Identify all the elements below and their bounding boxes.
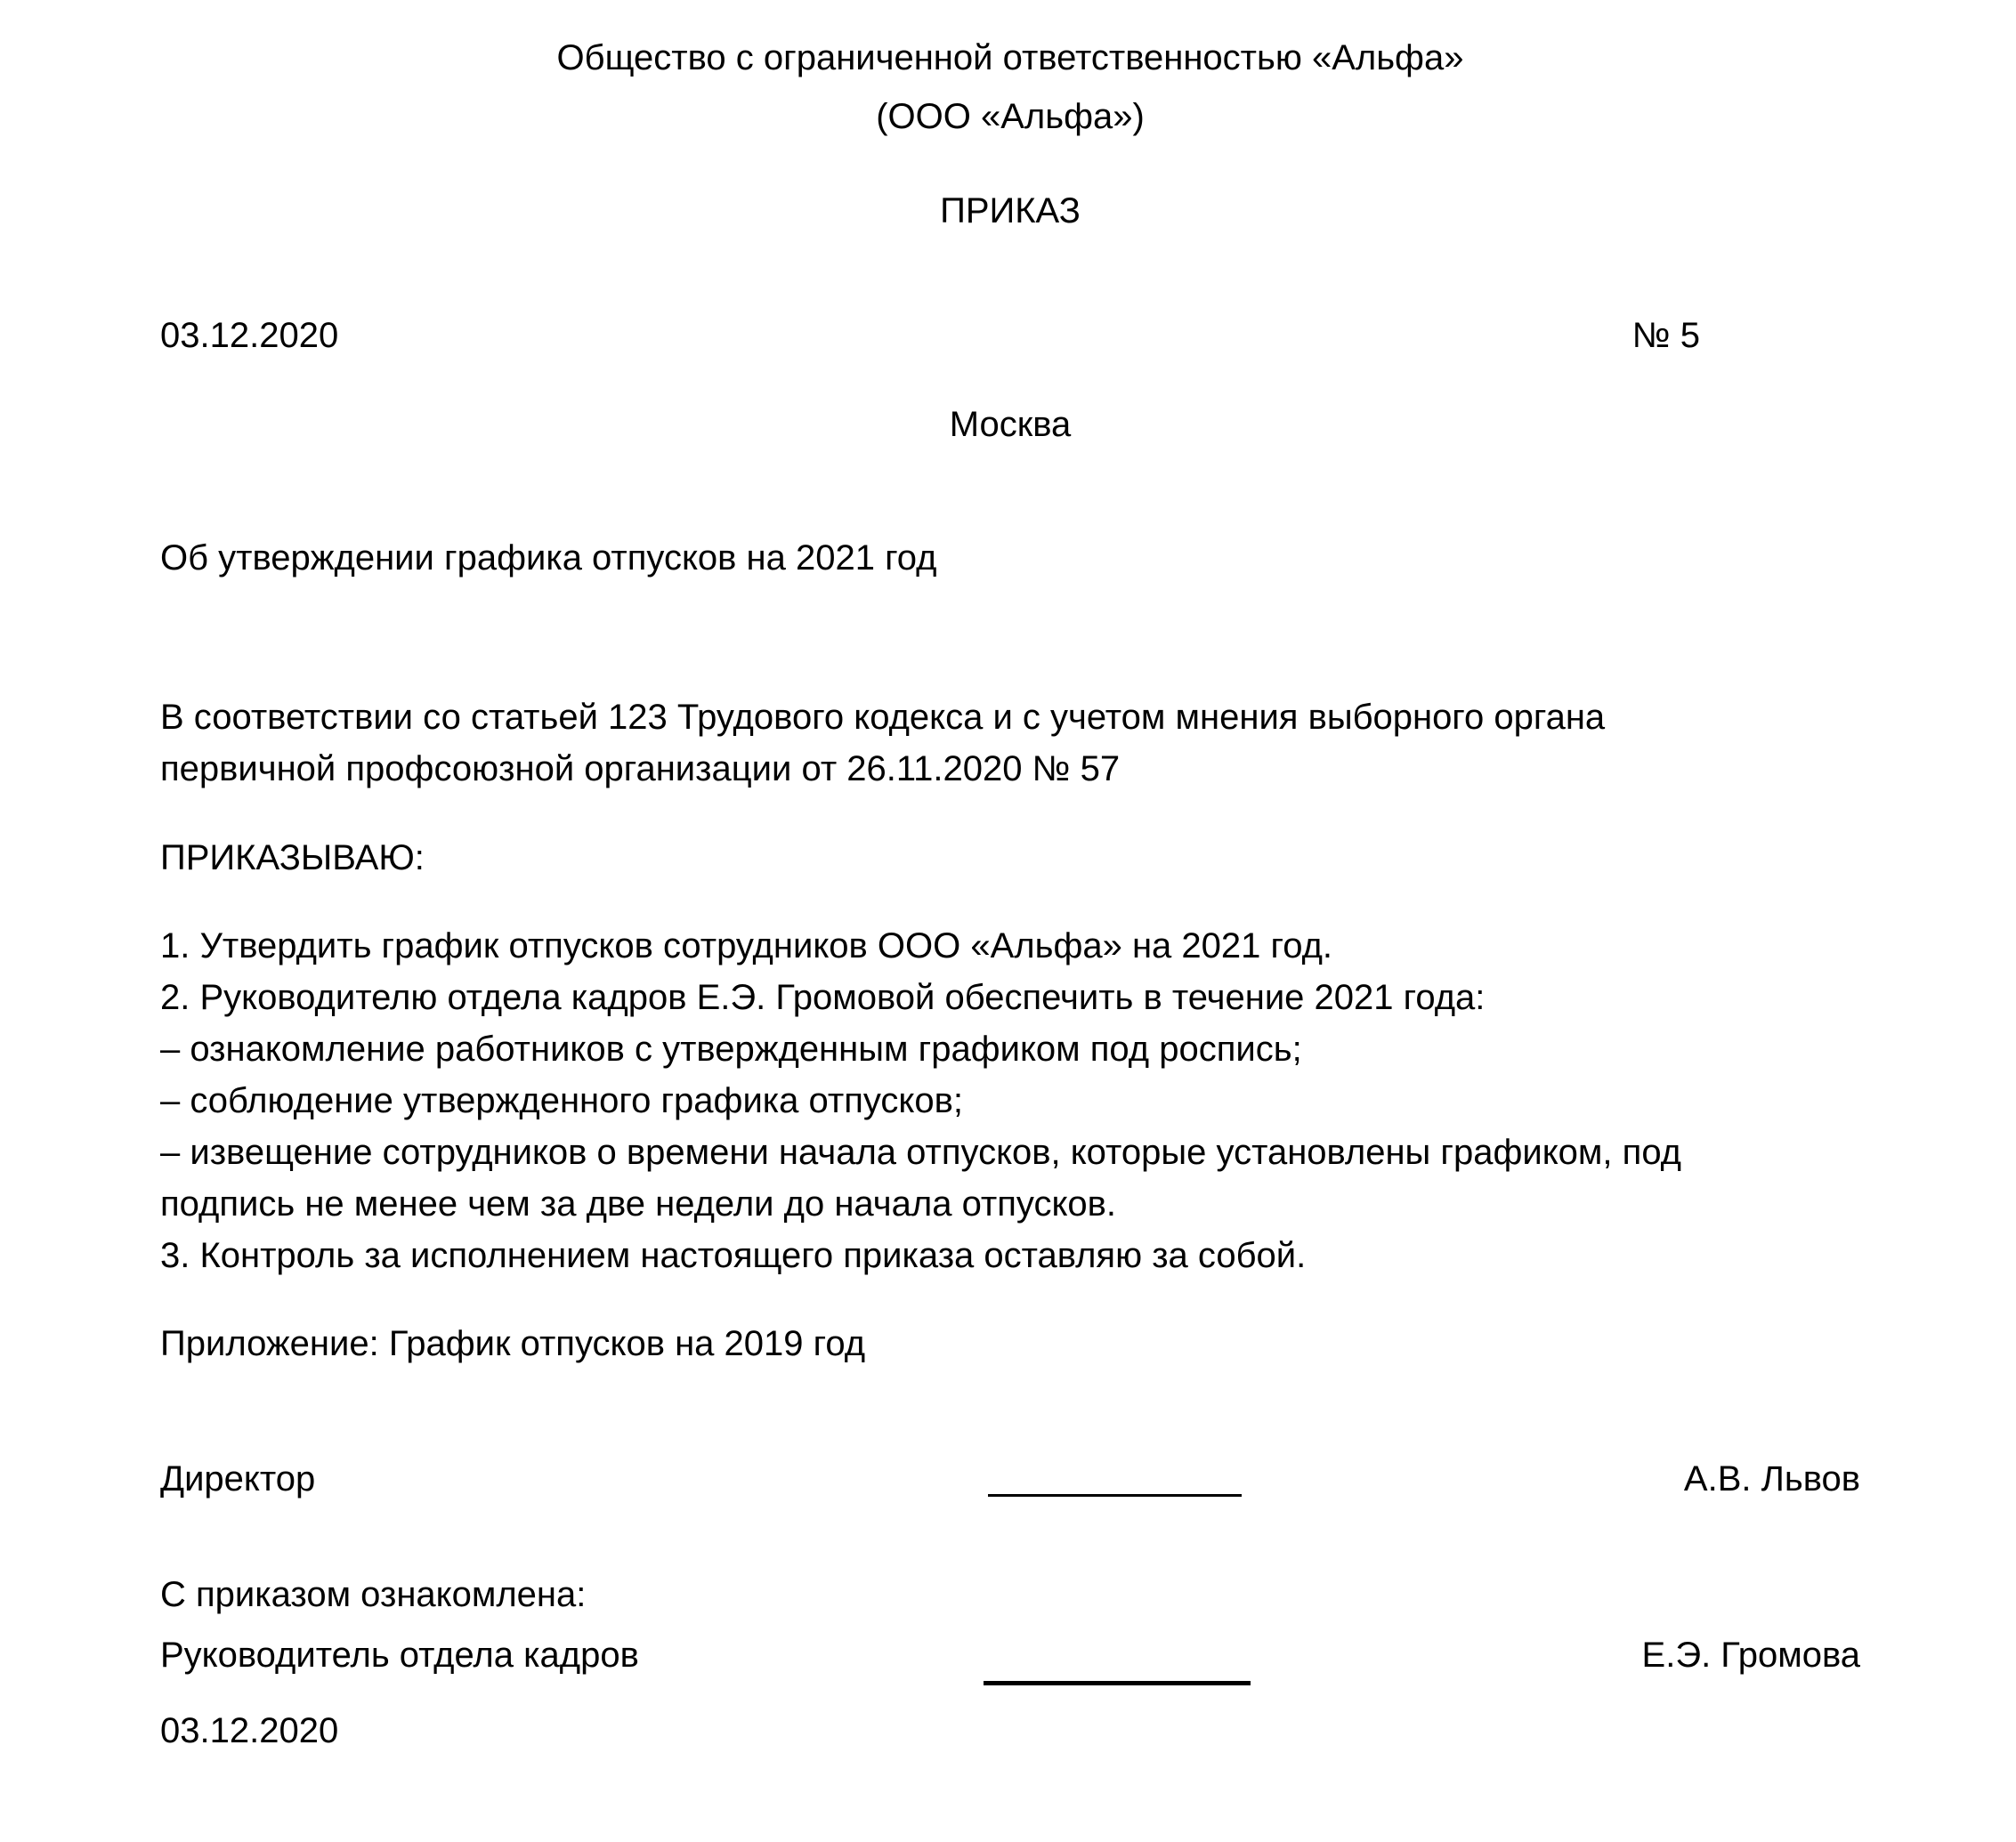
order-item: – ознакомление работников с утвержденным графиком под роспись; [160, 1030, 1302, 1069]
attachment-line: Приложение: График отпусков на 2019 год [160, 1324, 866, 1363]
signature-name: Е.Э. Громова [1641, 1636, 1860, 1675]
order-city: Москва [949, 405, 1072, 444]
order-number: № 5 [1631, 316, 1700, 355]
preamble-line: первичной профсоюзной организации от 26.11.2020 № 57 [160, 749, 1121, 788]
doc-type-title: ПРИКАЗ [940, 191, 1081, 230]
order-item: – соблюдение утвержденного графика отпусков; [160, 1081, 963, 1120]
order-item: 1. Утвердить график отпусков сотрудников ООО «Альфа» на 2021 год. [160, 926, 1333, 965]
acknowledgement-line: С приказом ознакомлена: [160, 1575, 587, 1614]
org-name-line1: Общество с ограниченной ответственностью «Альфа» [556, 38, 1464, 77]
order-date: 03.12.2020 [160, 316, 339, 355]
signature-name: А.В. Львов [1683, 1459, 1860, 1499]
preamble-line: В соответствии со статьей 123 Трудового кодекса и с учетом мнения выборного органа [160, 698, 1606, 737]
signature-line [984, 1681, 1251, 1685]
order-items [160, 920, 1860, 1281]
org-name-line2: (ООО «Альфа») [876, 97, 1145, 136]
order-subject: Об утверждении графика отпусков на 2021 год [160, 538, 937, 578]
signature-row-director [160, 1453, 1860, 1505]
signature-row-hr-head [160, 1629, 1860, 1681]
signature-line [988, 1494, 1242, 1497]
order-item: 3. Контроль за исполнением настоящего приказа оставляю за собой. [160, 1236, 1307, 1275]
directive-heading: ПРИКАЗЫВАЮ: [160, 838, 425, 877]
order-item: – извещение сотрудников о времени начала отпусков, которые установлены графиком, под [160, 1133, 1682, 1172]
date-number-row [160, 310, 1860, 361]
signature-role: Руководитель отдела кадров [160, 1636, 639, 1675]
order-item: 2. Руководителю отдела кадров Е.Э. Громовой обеспечить в течение 2021 года: [160, 978, 1486, 1017]
order-preamble [160, 691, 1860, 795]
footer-date: 03.12.2020 [160, 1711, 339, 1750]
signature-role: Директор [160, 1459, 316, 1499]
order-item: подпись не менее чем за две недели до начала отпусков. [160, 1184, 1117, 1224]
